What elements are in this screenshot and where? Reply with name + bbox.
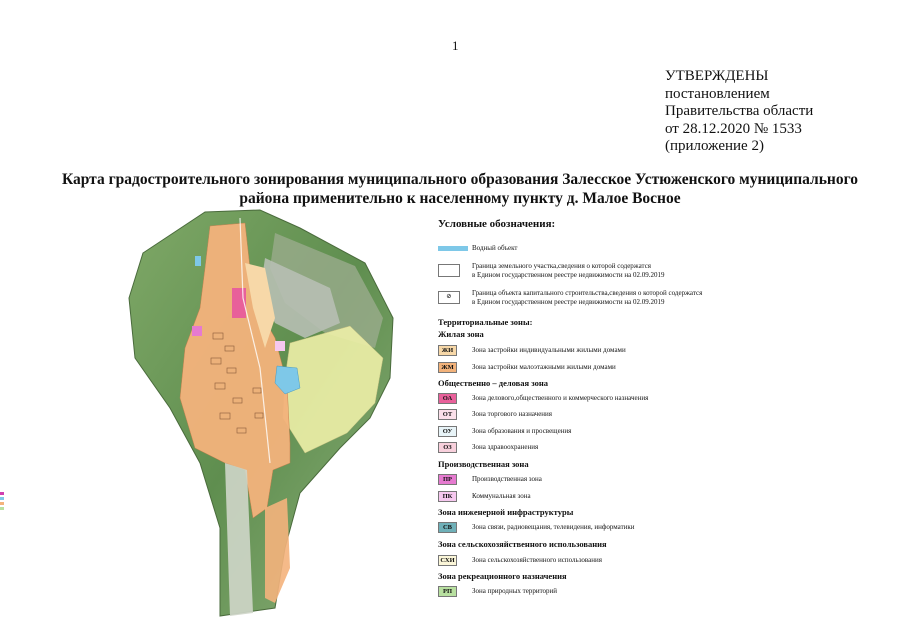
zone-swatch: ПР — [438, 474, 457, 485]
zone-label: Зона застройки малоэтажными жилыми домами — [472, 363, 616, 371]
margin-color-mark — [0, 492, 6, 512]
zone-swatch: СХИ — [438, 555, 457, 566]
zone-swatch: ЖИ — [438, 345, 457, 356]
section-title: Зона сельскохозяйственного использования — [438, 539, 607, 549]
zone-swatch: ЖМ — [438, 362, 457, 373]
approval-line: от 28.12.2020 № 1533 — [665, 120, 802, 137]
approval-line: УТВЕРЖДЕНЫ — [665, 68, 769, 84]
section-title: Зона инженерной инфраструктуры — [438, 507, 574, 517]
zone-label: Зона торгового назначения — [472, 410, 553, 418]
section-title: Зона рекреационного назначения — [438, 571, 567, 581]
territorial-zones-heading: Территориальные зоны: — [438, 317, 533, 327]
zone-swatch: ПК — [438, 491, 457, 502]
legend-heading: Условные обозначения: — [438, 218, 556, 230]
zone-label: Зона связи, радиовещания, телевидения, информатики — [472, 523, 635, 531]
zone-swatch: ОУ — [438, 426, 457, 437]
zone-communal — [275, 341, 285, 351]
zone-label: Зона природных территорий — [472, 587, 558, 595]
section-title: Общественно – деловая зона — [438, 378, 548, 388]
approval-stamp — [665, 68, 813, 156]
title-line: Карта градостроительного зонирования муниципального образования Залесское Устюженского муниципального — [61, 171, 859, 188]
section-title: Производственная зона — [438, 459, 529, 469]
zone-swatch: РП — [438, 586, 457, 597]
zone-label: Зона делового,общественного и коммерческого назначения — [472, 394, 649, 402]
water-swatch — [438, 246, 468, 251]
zoning-map[interactable] — [125, 208, 395, 618]
water-body — [195, 256, 201, 266]
page-number: 1 — [452, 38, 459, 53]
title-line: района применительно к населенному пункту д. Малое Восное — [239, 190, 681, 207]
zone-label: Коммунальная зона — [472, 492, 531, 500]
approval-line: Правительства области — [665, 103, 814, 119]
zone-label: Зона сельскохозяйственного использования — [472, 556, 602, 564]
legend-label: в Едином государственном реестре недвижимости на 02.09.2019 — [472, 271, 665, 279]
legend-label: Водный объект — [472, 244, 518, 252]
section-title: Жилая зона — [438, 329, 484, 339]
approval-line: (приложение 2) — [665, 138, 764, 154]
document-title — [40, 170, 880, 208]
zone-label: Производственная зона — [472, 475, 542, 483]
legend-label: Граница объекта капитального строительства,сведения о которой содержатся — [472, 289, 703, 297]
legend-label: Граница земельного участка,сведения о которой содержатся — [472, 262, 652, 270]
legend-label: в Едином государственном реестре недвижимости на 02.09.2019 — [472, 298, 665, 306]
zone-production — [192, 326, 202, 336]
zone-swatch: ОТ — [438, 409, 457, 420]
zone-label: Зона здравоохранения — [472, 443, 539, 451]
zone-swatch: ОЗ — [438, 442, 457, 453]
zone-label: Зона образования и просвещения — [472, 427, 572, 435]
zone-agricultural — [283, 326, 383, 453]
zone-label: Зона застройки индивидуальными жилыми домами — [472, 346, 626, 354]
land-boundary-swatch — [438, 264, 460, 277]
zone-swatch: ОА — [438, 393, 457, 404]
zone-swatch: СВ — [438, 522, 457, 533]
building-boundary-swatch: ⊘ — [438, 291, 460, 304]
approval-line: постановлением — [665, 85, 770, 102]
zone-residential-south — [265, 498, 290, 603]
